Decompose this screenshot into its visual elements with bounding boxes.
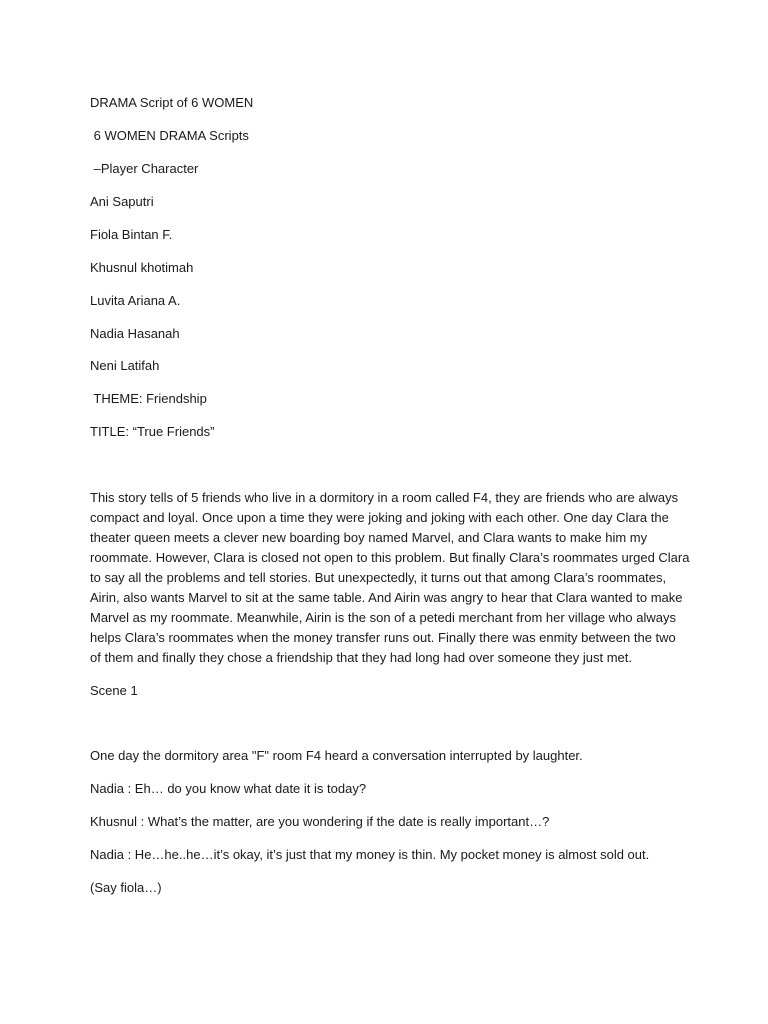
player-name: Fiola Bintan F. <box>90 227 173 242</box>
player-name: Nadia Hasanah <box>90 326 180 341</box>
scene-heading: Scene 1 <box>90 683 138 698</box>
player-name: Khusnul khotimah <box>90 260 194 275</box>
document-subtitle: 6 WOMEN DRAMA Scripts <box>90 128 249 143</box>
player-name: Luvita Ariana A. <box>90 293 181 308</box>
player-name: Ani Saputri <box>90 194 154 209</box>
player-name: Neni Latifah <box>90 358 160 373</box>
title-line: TITLE: “True Friends” <box>90 424 215 439</box>
synopsis-paragraph: This story tells of 5 friends who live in a dormitory in a room called F4, they are friends who are always compact and loyal. Once upon a time they were joking and joking with each other. One day Clara the theater queen meets a clever new boarding boy named Marvel, and Clara wants to make him my roommate. However, Clara is closed not open to this problem. But finally Clara’s roommates urged Clara to say all the problems and tell stories. But unexpectedly, it turns out that among Clara’s roommates, Airin, also wants Marvel to sit at the same table. And Airin was angry to hear that Clara wanted to make Marvel as my roommate. Meanwhile, Airin is the son of a petedi merchant from her village who always helps Clara’s roommates when the money transfer runs out. Finally there was enmity between the two of them and finally they chose a friendship that they had long had over someone they just met. <box>90 490 690 665</box>
dialogue-line: Nadia : Eh… do you know what date it is today? <box>90 781 367 796</box>
stage-direction: (Say fiola…) <box>90 880 162 895</box>
dialogue-line: Khusnul : What’s the matter, are you wondering if the date is really important…? <box>90 814 550 829</box>
player-character-label: –Player Character <box>90 161 199 176</box>
scene-intro: One day the dormitory area "F" room F4 heard a conversation interrupted by laughter. <box>90 748 583 763</box>
dialogue-line: Nadia : He…he..he…it’s okay, it’s just that my money is thin. My pocket money is almost sold out. <box>90 847 650 862</box>
theme-line: THEME: Friendship <box>90 391 207 406</box>
document-title: DRAMA Script of 6 WOMEN <box>90 95 254 110</box>
